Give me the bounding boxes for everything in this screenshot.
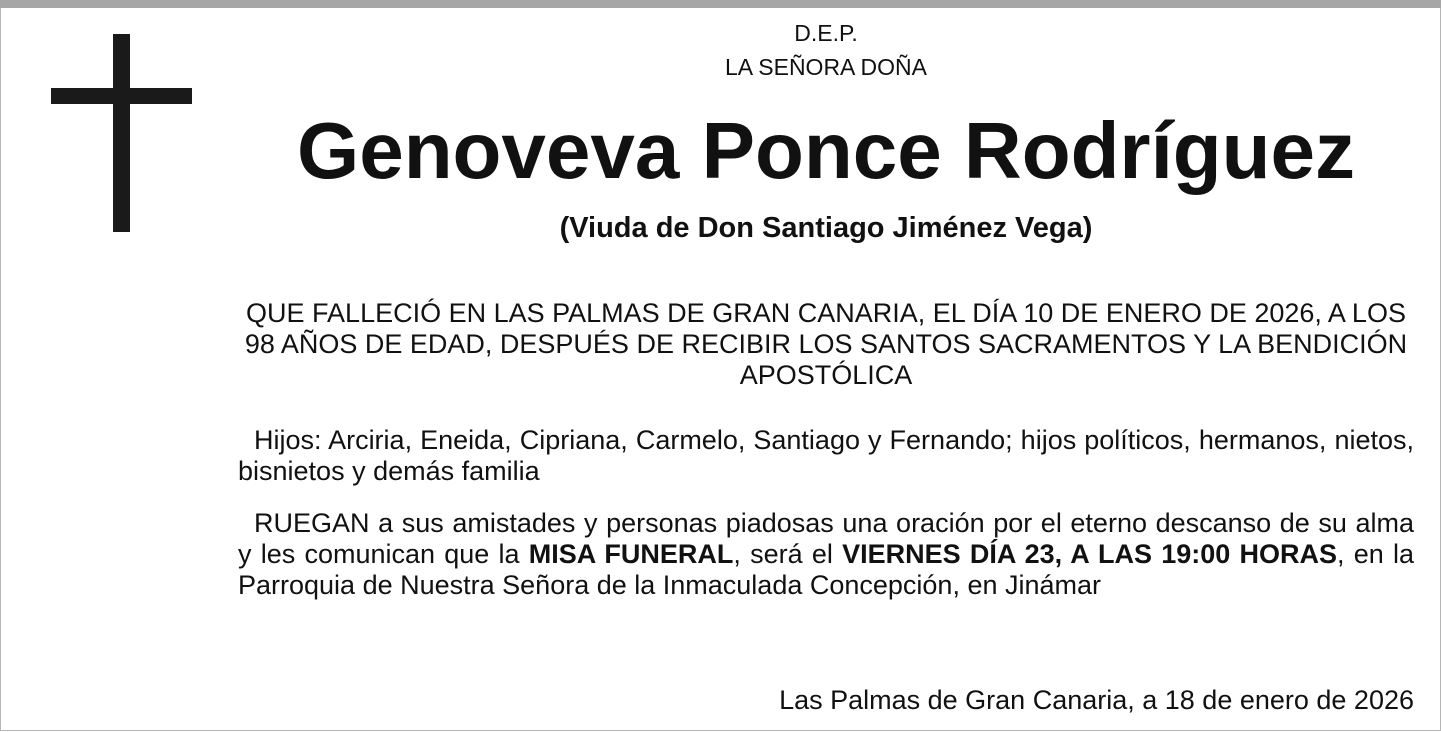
deceased-name: Genoveva Ponce Rodríguez [296, 106, 1356, 195]
family-paragraph: Hijos: Arciria, Eneida, Cipriana, Carmelo, Santiago y Fernando; hijos políticos, hermanos, nietos, bisnietos y demás familia [238, 425, 1414, 486]
event-name: MISA FUNERAL [528, 539, 734, 569]
closing-date-line: Las Palmas de Gran Canaria, a 18 de enero de 2026 [779, 685, 1414, 715]
dep-heading: D.E.P. [794, 20, 858, 46]
death-notice: QUE FALLECIÓ EN LAS PALMAS DE GRAN CANARIA, EL DÍA 10 DE ENERO DE 2026, A LOS 98 AÑOS DE EDAD, DESPUÉS DE RECIBIR LOS SANTOS SACRAMENTOS Y LA BENDICIÓN APOSTÓLICA [244, 298, 1408, 390]
event-location: , en la Parroquia de Nuestra Señora de la Inmaculada Concepción, en Jinámar [238, 539, 1414, 600]
ruegan-intro: RUEGAN a sus amistades y personas piadosas una oración por el eterno descanso de su alma y les comunican que la [238, 508, 1414, 569]
ruegan-paragraph [238, 508, 1414, 601]
cross-vertical-bar [113, 34, 130, 232]
event-datetime: VIERNES DÍA 23, A LAS 19:00 HORAS [842, 539, 1338, 569]
top-bar [0, 0, 1441, 8]
widow-of: (Viuda de Don Santiago Jiménez Vega) [559, 212, 1093, 244]
cross-horizontal-bar [51, 88, 192, 104]
title-prefix: LA SEÑORA DOÑA [725, 54, 927, 80]
ruegan-mid: , será el [733, 539, 843, 569]
